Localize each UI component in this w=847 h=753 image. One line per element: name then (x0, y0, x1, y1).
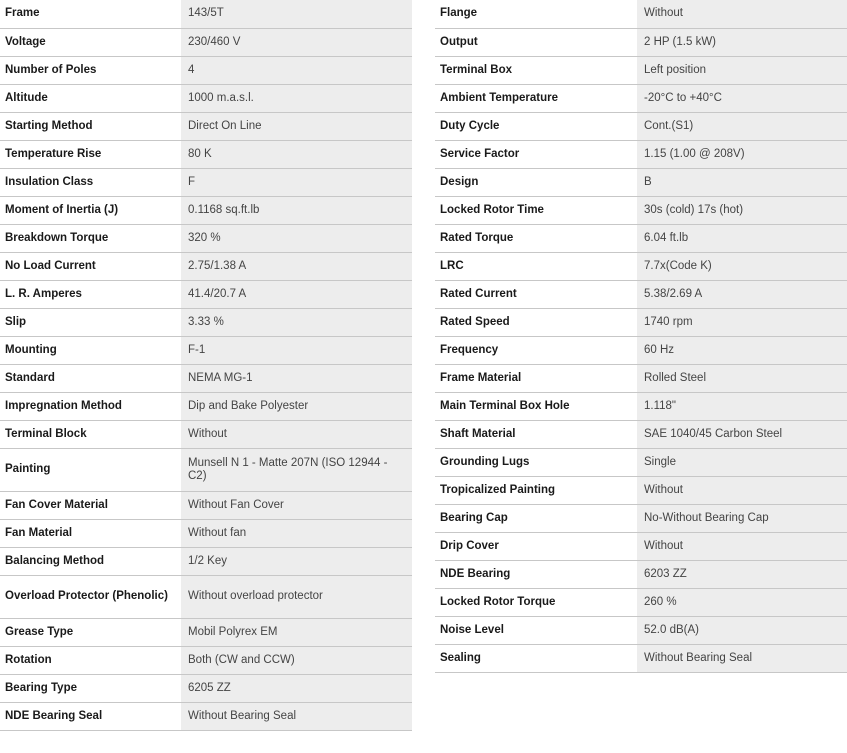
table-row (0, 28, 412, 56)
spec-label: Rated Current (435, 280, 637, 308)
table-row (0, 224, 412, 252)
spec-value: 6203 ZZ (637, 560, 847, 588)
table-row (0, 392, 412, 420)
table-row (0, 196, 412, 224)
spec-label: Temperature Rise (0, 140, 181, 168)
spec-value: 260 % (637, 588, 847, 616)
spec-label: Rated Torque (435, 224, 637, 252)
spec-label: Frequency (435, 336, 637, 364)
spec-label: Grease Type (0, 618, 181, 646)
table-row (435, 616, 847, 644)
spec-value: 1/2 Key (181, 547, 412, 575)
spec-label: Design (435, 168, 637, 196)
spec-value: 143/5T (181, 0, 412, 28)
spec-value: Without Bearing Seal (637, 644, 847, 672)
table-row (435, 112, 847, 140)
spec-value: No-Without Bearing Cap (637, 504, 847, 532)
spec-value: F-1 (181, 336, 412, 364)
spec-table-right (435, 0, 847, 673)
spec-value: 320 % (181, 224, 412, 252)
spec-label: Frame Material (435, 364, 637, 392)
table-row (435, 588, 847, 616)
spec-label: NDE Bearing (435, 560, 637, 588)
spec-value: Left position (637, 56, 847, 84)
spec-value: Without (637, 476, 847, 504)
spec-label: Altitude (0, 84, 181, 112)
spec-value: 1.15 (1.00 @ 208V) (637, 140, 847, 168)
spec-label: Standard (0, 364, 181, 392)
table-row (435, 476, 847, 504)
table-row (0, 112, 412, 140)
spec-value: B (637, 168, 847, 196)
table-row (0, 336, 412, 364)
table-row (0, 364, 412, 392)
spec-table-left (0, 0, 412, 731)
spec-label: LRC (435, 252, 637, 280)
table-row (435, 532, 847, 560)
table-row (0, 420, 412, 448)
spec-label: Terminal Box (435, 56, 637, 84)
table-row (435, 504, 847, 532)
spec-value: Direct On Line (181, 112, 412, 140)
spec-value: Both (CW and CCW) (181, 646, 412, 674)
spec-label: Moment of Inertia (J) (0, 196, 181, 224)
table-row (435, 140, 847, 168)
table-row (0, 618, 412, 646)
table-row (0, 252, 412, 280)
spec-value: Without fan (181, 519, 412, 547)
spec-label: Impregnation Method (0, 392, 181, 420)
spec-label: L. R. Amperes (0, 280, 181, 308)
table-row (0, 280, 412, 308)
spec-value: Mobil Polyrex EM (181, 618, 412, 646)
spec-label: No Load Current (0, 252, 181, 280)
table-row (0, 84, 412, 112)
spec-label: Ambient Temperature (435, 84, 637, 112)
table-row (435, 392, 847, 420)
spec-label: Noise Level (435, 616, 637, 644)
table-row (0, 0, 412, 28)
spec-value: NEMA MG-1 (181, 364, 412, 392)
spec-label: Drip Cover (435, 532, 637, 560)
spec-value: Without (181, 420, 412, 448)
table-row (0, 547, 412, 575)
spec-value: 60 Hz (637, 336, 847, 364)
spec-value: 2 HP (1.5 kW) (637, 28, 847, 56)
spec-value: Without (637, 0, 847, 28)
spec-label: Locked Rotor Time (435, 196, 637, 224)
spec-value: Without Bearing Seal (181, 702, 412, 730)
spec-value: Without (637, 532, 847, 560)
spec-value: 6205 ZZ (181, 674, 412, 702)
spec-label: Flange (435, 0, 637, 28)
spec-value: 1000 m.a.s.l. (181, 84, 412, 112)
table-row (435, 0, 847, 28)
spec-label: Locked Rotor Torque (435, 588, 637, 616)
spec-label: Shaft Material (435, 420, 637, 448)
spec-value: 30s (cold) 17s (hot) (637, 196, 847, 224)
spec-label: Slip (0, 308, 181, 336)
spec-value: 80 K (181, 140, 412, 168)
spec-value: 3.33 % (181, 308, 412, 336)
spec-value: Without Fan Cover (181, 491, 412, 519)
spec-label: Terminal Block (0, 420, 181, 448)
spec-label: Main Terminal Box Hole (435, 392, 637, 420)
spec-value: 6.04 ft.lb (637, 224, 847, 252)
spec-label: Rated Speed (435, 308, 637, 336)
spec-value: -20°C to +40°C (637, 84, 847, 112)
table-row (0, 491, 412, 519)
spec-value: Cont.(S1) (637, 112, 847, 140)
table-row (435, 644, 847, 672)
table-row (435, 84, 847, 112)
table-row (0, 674, 412, 702)
spec-label: Starting Method (0, 112, 181, 140)
spec-label: Number of Poles (0, 56, 181, 84)
table-row (0, 519, 412, 547)
spec-label: Bearing Cap (435, 504, 637, 532)
table-row (435, 420, 847, 448)
spec-label: Fan Material (0, 519, 181, 547)
spec-label: Rotation (0, 646, 181, 674)
table-row (0, 140, 412, 168)
spec-value: 1.118" (637, 392, 847, 420)
table-row (435, 252, 847, 280)
spec-value: SAE 1040/45 Carbon Steel (637, 420, 847, 448)
spec-value: 230/460 V (181, 28, 412, 56)
spec-label: Duty Cycle (435, 112, 637, 140)
table-row (435, 308, 847, 336)
table-row (0, 308, 412, 336)
spec-label: Bearing Type (0, 674, 181, 702)
table-row (0, 702, 412, 730)
spec-value: F (181, 168, 412, 196)
table-row (0, 56, 412, 84)
spec-value: Rolled Steel (637, 364, 847, 392)
spec-label: Voltage (0, 28, 181, 56)
spec-label: Overload Protector (Phenolic) (0, 575, 181, 618)
table-row (435, 364, 847, 392)
table-row (0, 575, 412, 618)
table-row (435, 560, 847, 588)
spec-label: Painting (0, 448, 181, 491)
table-row (435, 336, 847, 364)
spec-label: Balancing Method (0, 547, 181, 575)
spec-value: 7.7x(Code K) (637, 252, 847, 280)
spec-label: Insulation Class (0, 168, 181, 196)
spec-label: Breakdown Torque (0, 224, 181, 252)
table-row (0, 168, 412, 196)
spec-label: Grounding Lugs (435, 448, 637, 476)
spec-value: Dip and Bake Polyester (181, 392, 412, 420)
table-row (435, 224, 847, 252)
spec-value: 2.75/1.38 A (181, 252, 412, 280)
spec-label: Output (435, 28, 637, 56)
spec-value: 41.4/20.7 A (181, 280, 412, 308)
spec-value: Single (637, 448, 847, 476)
spec-value: 1740 rpm (637, 308, 847, 336)
table-row (0, 448, 412, 491)
spec-label: Mounting (0, 336, 181, 364)
table-row (435, 56, 847, 84)
table-row (0, 646, 412, 674)
table-row (435, 196, 847, 224)
table-row (435, 28, 847, 56)
spec-value: 0.1168 sq.ft.lb (181, 196, 412, 224)
spec-value: 4 (181, 56, 412, 84)
spec-value: Munsell N 1 - Matte 207N (ISO 12944 - C2) (181, 448, 412, 491)
table-row (435, 168, 847, 196)
spec-value: 5.38/2.69 A (637, 280, 847, 308)
spec-label: Fan Cover Material (0, 491, 181, 519)
spec-label: Tropicalized Painting (435, 476, 637, 504)
spec-label: Service Factor (435, 140, 637, 168)
spec-label: Sealing (435, 644, 637, 672)
spec-label: Frame (0, 0, 181, 28)
table-row (435, 280, 847, 308)
table-row (435, 448, 847, 476)
spec-label: NDE Bearing Seal (0, 702, 181, 730)
spec-value: 52.0 dB(A) (637, 616, 847, 644)
spec-value: Without overload protector (181, 575, 412, 618)
